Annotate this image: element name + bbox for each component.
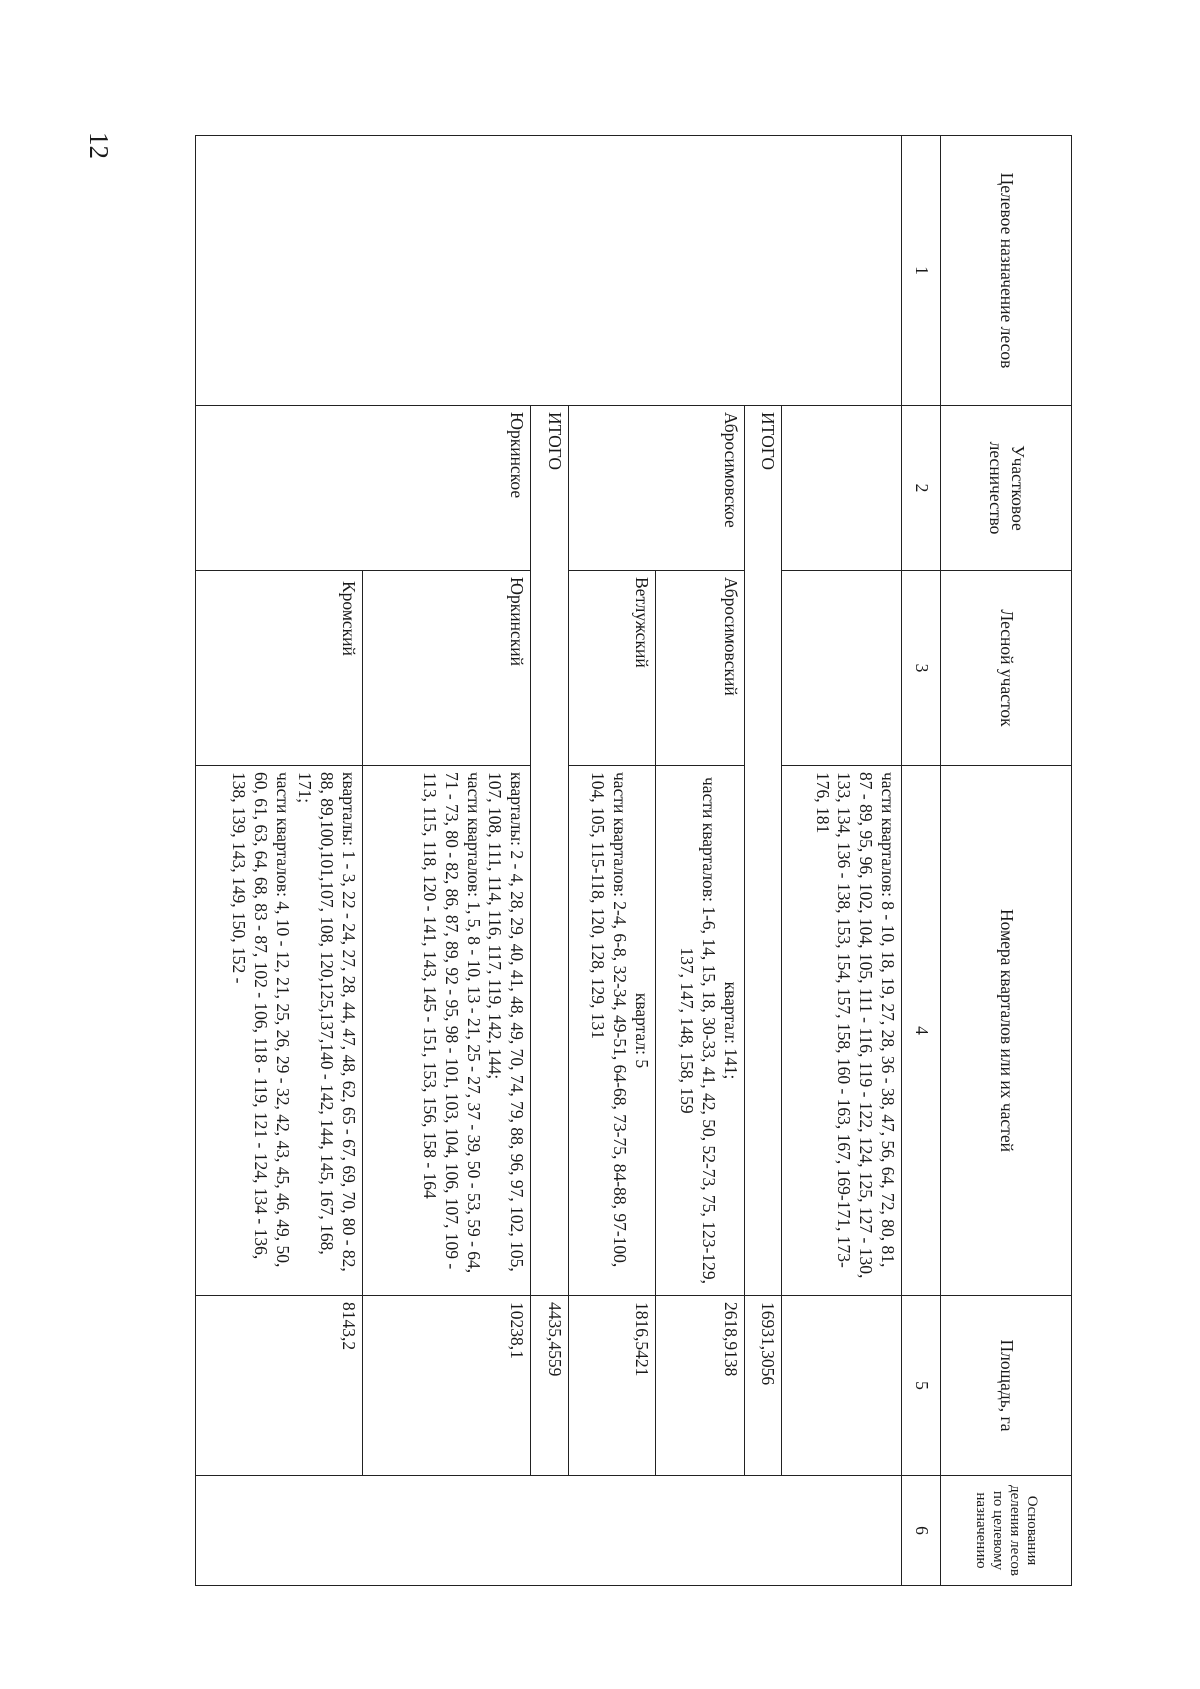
col-number: 5 [902, 1296, 941, 1476]
col-number: 2 [902, 406, 941, 571]
header-district-forestry: Участковое лесничество [941, 406, 1072, 571]
col-number: 3 [902, 571, 941, 766]
quarters-line: кварталы: 2 - 4, 28, 29, 40, 41, 48, 49, 70, 74, 79, 88, 96, 97, 102, 105, 107, 108, 111, 114, 116, 117, 119, 142, 144; [485, 772, 528, 1272]
col-number: 4 [902, 766, 941, 1296]
quarters-line: квартал: 141; [720, 981, 741, 1080]
forestry-cell: Абросимовское [569, 406, 744, 571]
area-cell: 10238,1 [362, 1296, 531, 1476]
col-number: 6 [902, 1476, 941, 1586]
forestry-cell: Юркинское [196, 406, 531, 571]
header-area: Площадь, га [941, 1296, 1072, 1476]
plot-cell: Ветлужский [569, 571, 656, 766]
plot-cell: Юркинский [362, 571, 531, 766]
target-purpose-cell [196, 136, 902, 406]
table-row [782, 136, 902, 1586]
header-row [941, 136, 1072, 1586]
rotated-table-frame [195, 135, 1072, 1585]
quarters-line: части кварталов: 2-4, 6-8, 32-34, 49-51, 64-68, 73-75, 84-88, 97-100, 104, 105, 115-118, 120, 128, 129, 131 [587, 772, 630, 1268]
header-forest-plot: Лесной участок [941, 571, 1072, 766]
plot-cell [782, 571, 902, 766]
column-number-row [902, 136, 941, 1586]
area-cell [782, 1296, 902, 1476]
col-number: 1 [902, 136, 941, 406]
quarters-line: кварталы: 1 - 3, 22 - 24, 27, 28, 44, 47, 48, 62, 65 - 67, 69, 70, 80 - 82, 88, 89,100,101,107, 108, 120,125,137,140 - 142, 144, 145, 167, 168, 171; [294, 772, 359, 1272]
header-target-purpose: Целевое назначение лесов [941, 136, 1072, 406]
area-cell: 8143,2 [196, 1296, 363, 1476]
page-number: 12 [84, 132, 114, 159]
quarters-line: части кварталов: 4, 10 - 12, 21, 25, 26, 29 - 32, 42, 43, 45, 46, 49, 50, 60, 61, 63, 64, 68, 83 - 87, 102 - 106, 118 - 119, 121 - 124, 134 - 136, 138, 139, 143, 149, 150, 152 - [229, 772, 293, 1268]
total-area: 4435,4559 [531, 1296, 569, 1476]
quarters-cell [655, 766, 744, 1296]
header-basis: Основания деления лесов по целевому назначению [941, 1476, 1072, 1586]
plot-cell: Абросимовский [655, 571, 744, 766]
header-quarter-numbers: Номера кварталов или их частей [941, 766, 1072, 1296]
total-label: ИТОГО [744, 406, 782, 1296]
quarters-line: квартал: 5 [631, 992, 652, 1069]
basis-cell [196, 1476, 902, 1586]
forest-purpose-table [195, 135, 1072, 1586]
area-cell: 1816,5421 [569, 1296, 656, 1476]
forestry-cell [782, 406, 902, 571]
total-area: 16931,3056 [744, 1296, 782, 1476]
quarters-line: части кварталов: 1, 5, 8 - 10, 13 - 21, 25 - 27, 37 - 39, 50 - 53, 59 - 64, 71 - 73, 80 - 82, 86, 87, 89, 92 - 95, 98 - 101, 103, 104, 106, 107, 109 - 113, 115, 118, 120 - 141, 143, 145 - 151, 153, 156, 158 - 164 [419, 772, 484, 1274]
quarters-cell [362, 766, 531, 1296]
quarters-cell [196, 766, 363, 1296]
total-label: ИТОГО [531, 406, 569, 1296]
area-cell: 2618,9138 [655, 1296, 744, 1476]
plot-cell: Кромский [196, 571, 363, 766]
quarters-cell: части кварталов: 8 - 10, 18, 19, 27, 28, 36 - 38, 47, 56, 64, 72, 80, 81, 87 - 89, 95, 96, 102, 104, 105, 111 - 116, 119 - 122, 124, 125, 127 - 130, 133, 134, 136 - 138, 153, 154, 157, 158, 160 - 163, 167, 169-171, 173-176, 181 [782, 766, 902, 1296]
quarters-line: части кварталов: 1-6, 14, 15, 18, 30-33, 41, 42, 50, 52-73, 75, 123-129, 137, 147, 148, 158, 159 [676, 777, 719, 1284]
quarters-cell [569, 766, 656, 1296]
